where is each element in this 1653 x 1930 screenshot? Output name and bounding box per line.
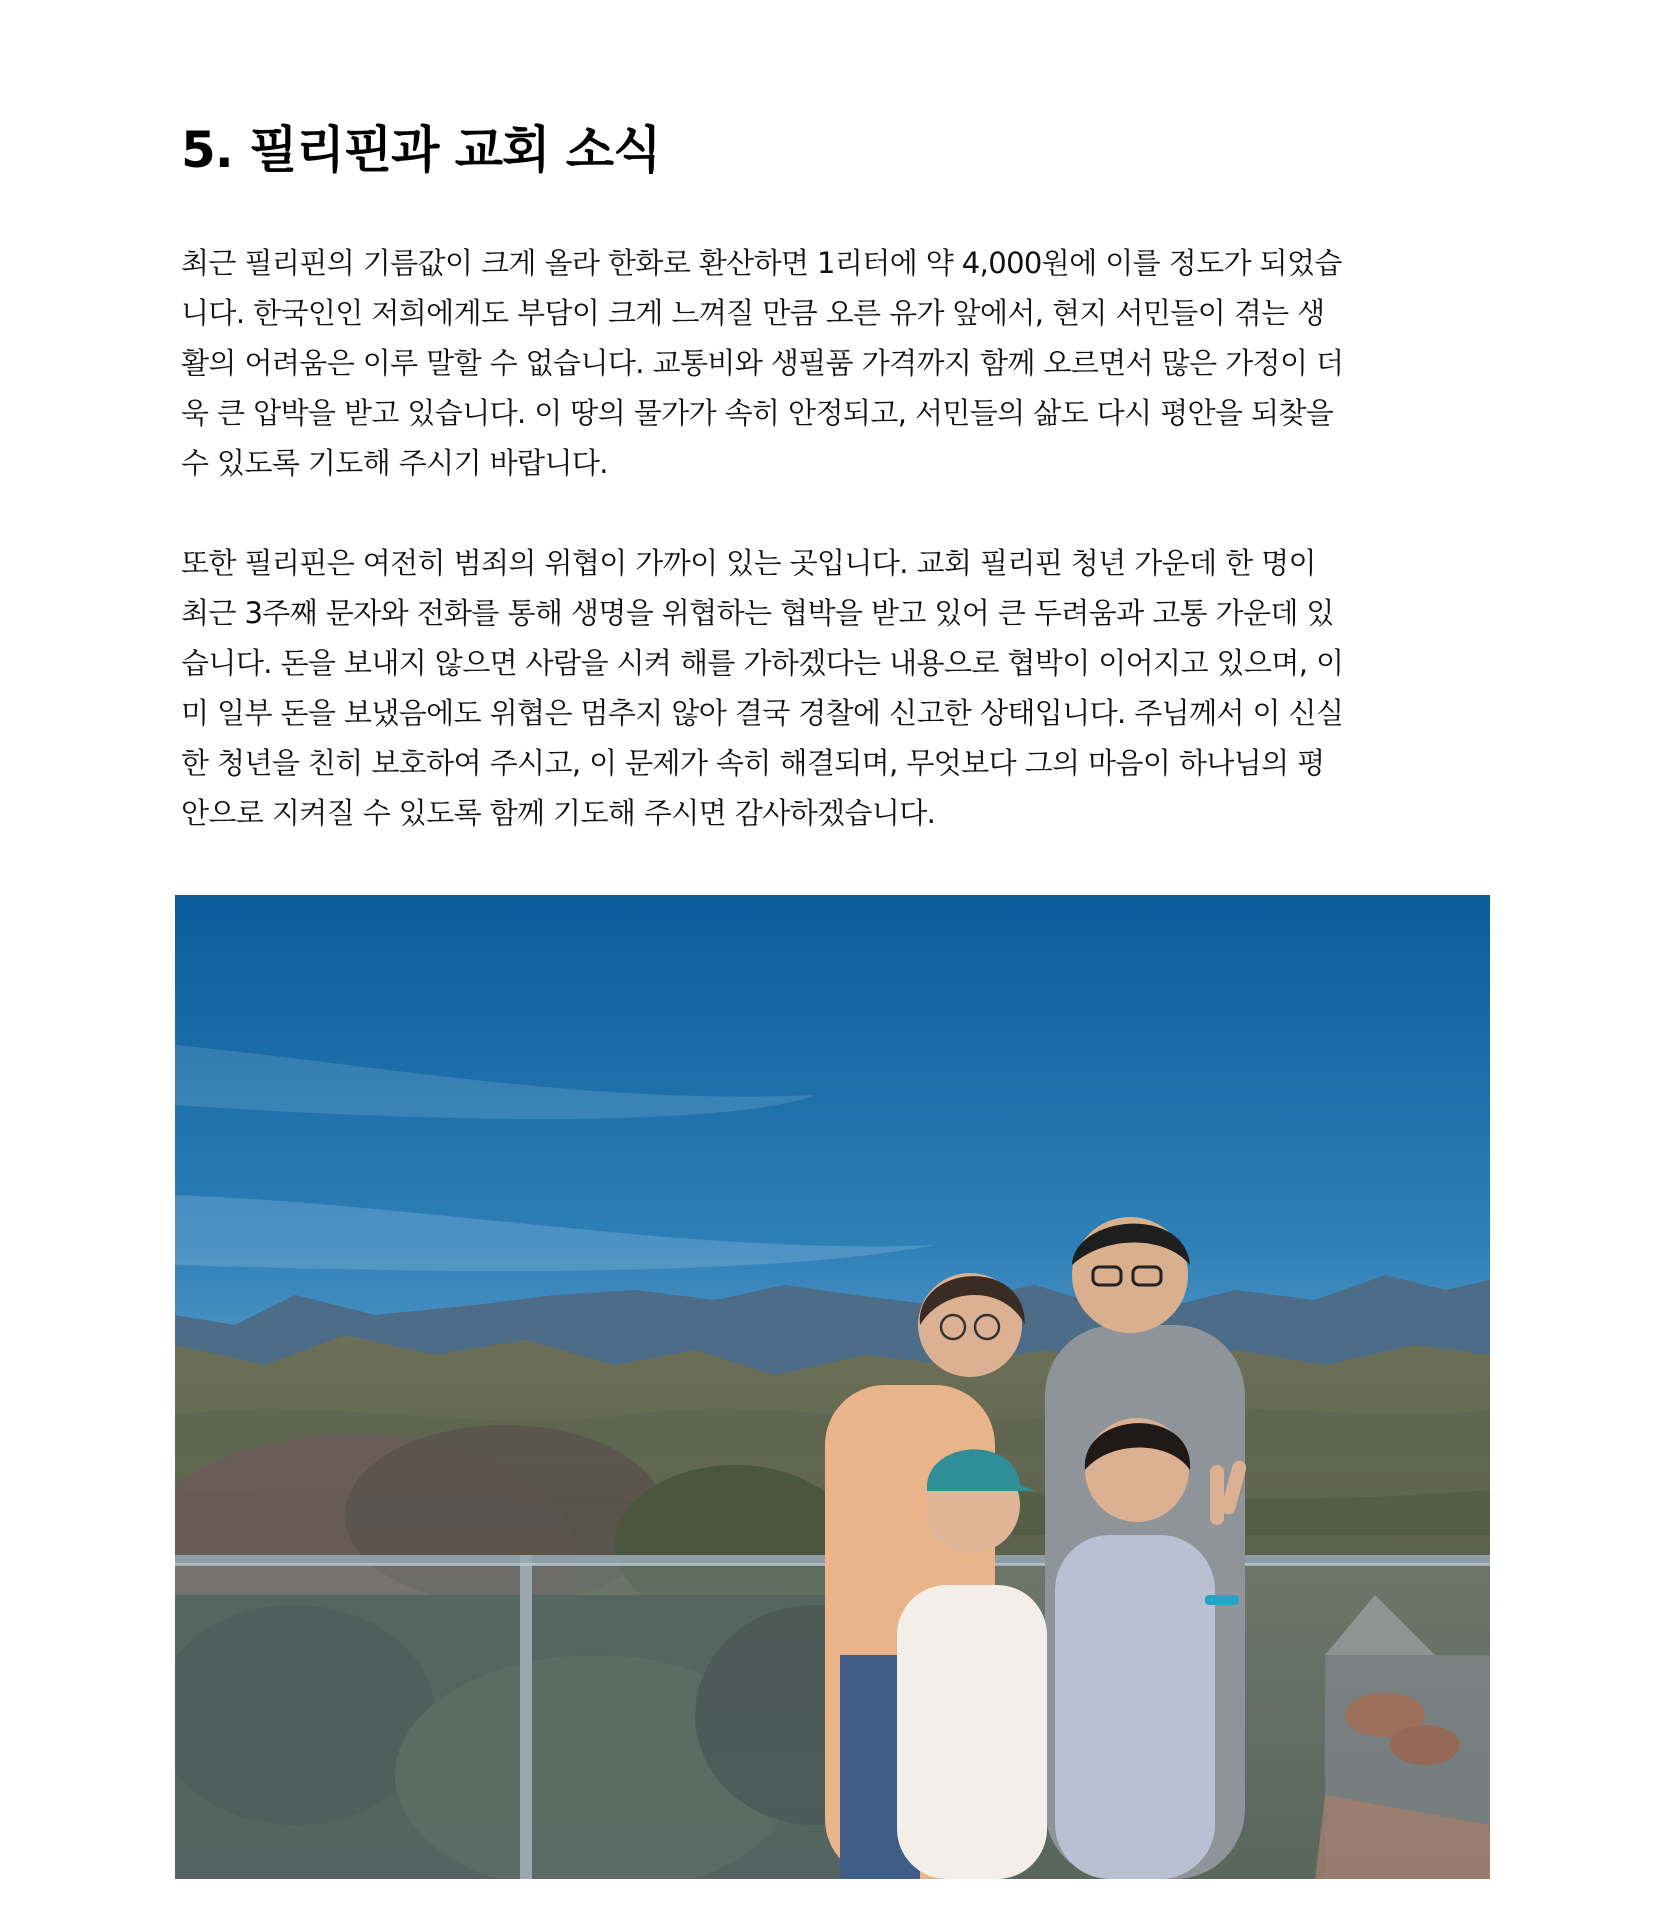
paragraph-line: 최근 3주째 문자와 전화를 통해 생명을 위협하는 협박을 받고 있어 큰 두려움과 고통 가운데 있 (181, 596, 1334, 630)
paragraph-line: 또한 필리핀은 여전히 범죄의 위협이 가까이 있는 곳입니다. 교회 필리핀 청년 가운데 한 명이 (181, 546, 1316, 580)
railing-post (520, 1555, 532, 1879)
family-photo (175, 895, 1490, 1879)
section-title: 5. 필리핀과 교회 소식 (181, 121, 661, 179)
paragraph-crime-threat (181, 538, 1491, 838)
paragraph-line: 최근 필리핀의 기름값이 크게 올라 한화로 환산하면 1리터에 약 4,000원에 이를 정도가 되었습 (181, 246, 1342, 280)
paragraph-line: 욱 큰 압박을 받고 있습니다. 이 땅의 물가가 속히 안정되고, 서민들의 삶도 다시 평안을 되찾을 (181, 396, 1334, 430)
paragraph-line: 안으로 지켜질 수 있도록 함께 기도해 주시면 감사하겠습니다. (181, 796, 936, 830)
paragraph-line: 미 일부 돈을 보냈음에도 위협은 멈추지 않아 결국 경찰에 신고한 상태입니다. 주님께서 이 신실 (181, 696, 1344, 730)
paragraph-line: 활의 어려움은 이루 말할 수 없습니다. 교통비와 생필품 가격까지 함께 오르면서 많은 가정이 더 (181, 346, 1344, 380)
paragraph-line: 한 청년을 친히 보호하여 주시고, 이 문제가 속히 해결되며, 무엇보다 그의 마음이 하나님의 평 (181, 746, 1325, 780)
family-photo-illustration (175, 895, 1490, 1879)
paragraph-line: 수 있도록 기도해 주시기 바랍니다. (181, 446, 608, 480)
paragraph-line: 습니다. 돈을 보내지 않으면 사람을 시켜 해를 가하겠다는 내용으로 협박이 이어지고 있으며, 이 (181, 646, 1344, 680)
paragraph-fuel-prices (181, 238, 1491, 488)
paragraph-line: 니다. 한국인인 저희에게도 부담이 크게 느껴질 만큼 오른 유가 앞에서, 현지 서민들이 겪는 생 (181, 296, 1325, 330)
